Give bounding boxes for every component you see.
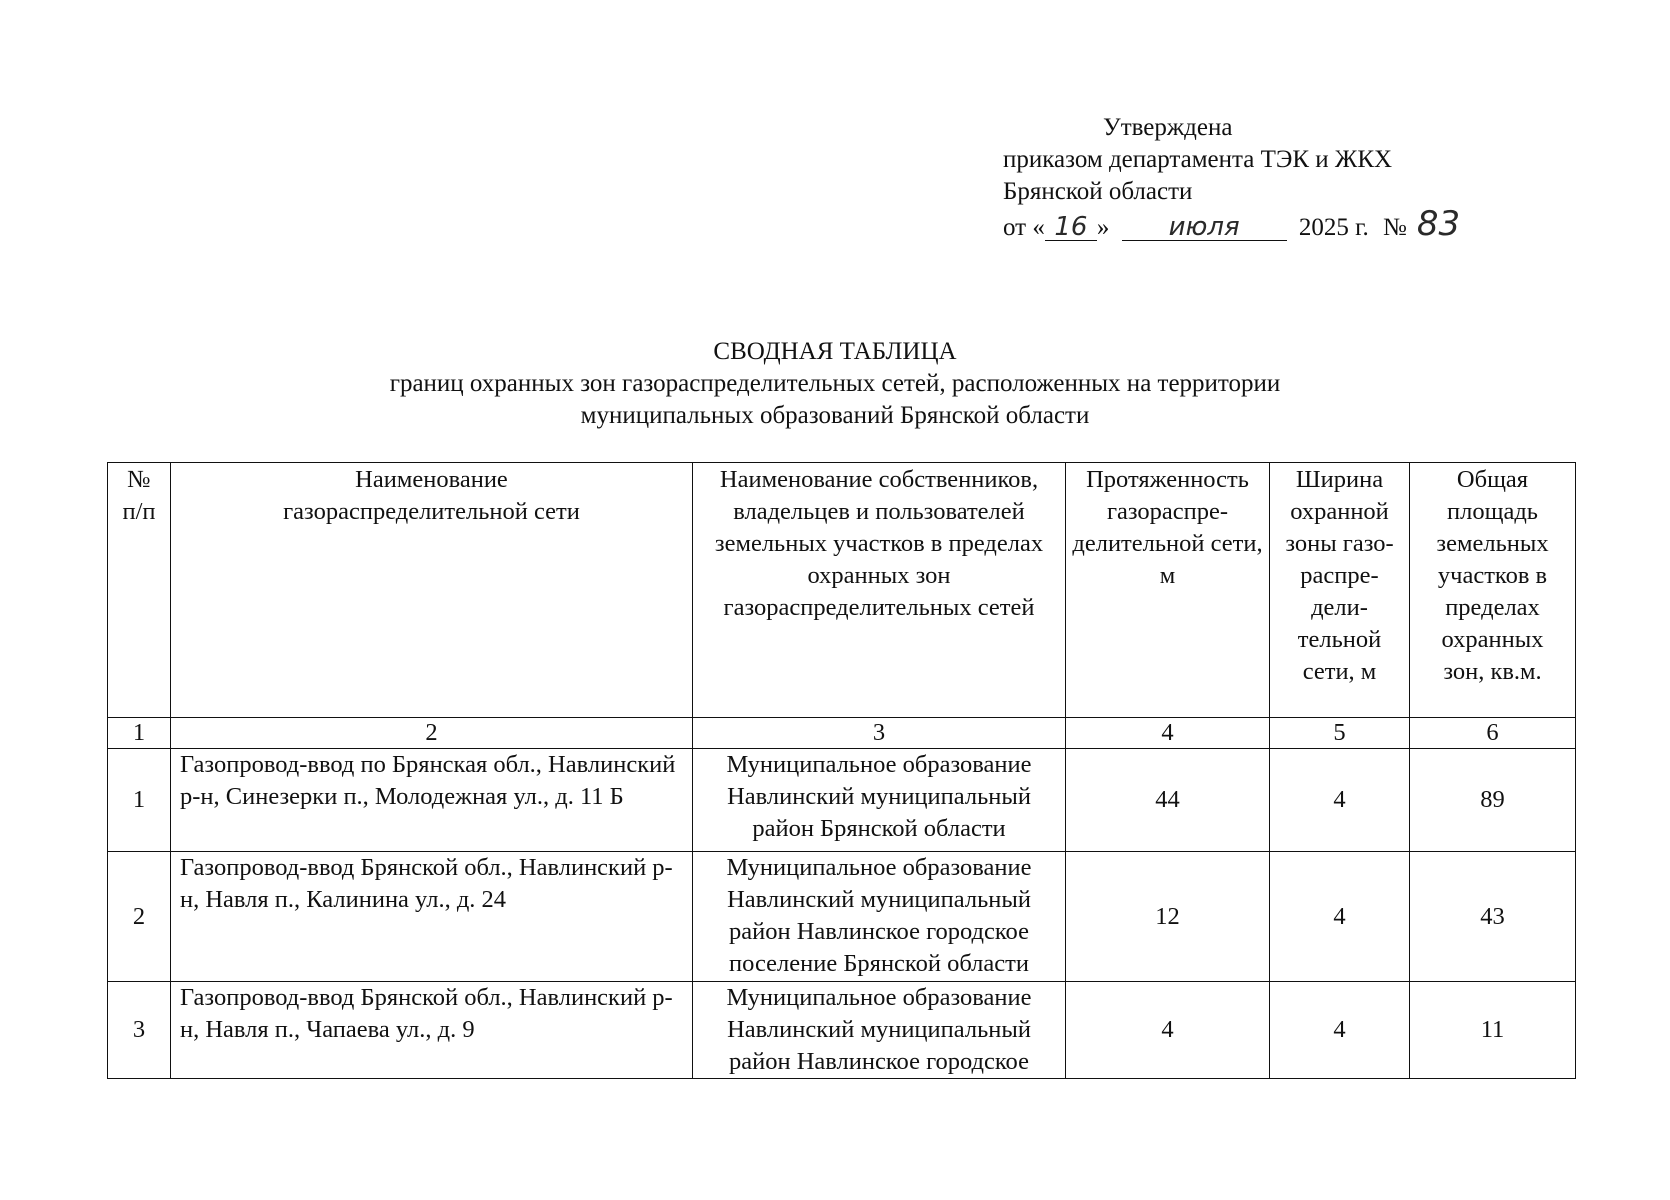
header-zone-width: Ширина охранной зоны газо-распре-дели-тельной сети, м [1270,463,1410,718]
zone-area: 43 [1410,852,1576,982]
column-number-row [108,718,1576,749]
title-main: СВОДНАЯ ТАБЛИЦА [713,338,957,365]
col-num-2: 2 [171,718,693,749]
title-sub1: границ охранных зон газораспределительных сетей, расположенных на территории [389,370,1281,397]
network-length: 12 [1066,852,1270,982]
owner-name: Муниципальное образование Навлинский муниципальный район Навлинское городское [693,982,1066,1079]
summary-table [107,462,1576,1079]
zone-area: 11 [1410,982,1576,1079]
network-length: 44 [1066,749,1270,852]
date-prefix: от « [1003,214,1045,241]
number-handwritten: 83 [1416,204,1461,244]
network-length: 4 [1066,982,1270,1079]
col-num-5: 5 [1270,718,1410,749]
header-owners: Наименование собственников, владельцев и пользователей земельных участков в пределах охранных зон газораспределительных сетей [693,463,1066,718]
row-number: 1 [108,749,171,852]
number-label: № [1383,214,1407,241]
row-number: 3 [108,982,171,1079]
month-handwritten: июля [1168,212,1240,242]
owner-name: Муниципальное образование Навлинский муниципальный район Брянской области [693,749,1066,852]
year: 2025 г. [1298,214,1369,241]
header-area: Общая площадь земельных участков в пределах охранных зон, кв.м. [1410,463,1576,718]
approval-title: Утверждена [1103,114,1233,141]
title-sub2: муниципальных образований Брянской области [580,402,1090,429]
zone-width: 4 [1270,982,1410,1079]
zone-area: 89 [1410,749,1576,852]
col-num-1: 1 [108,718,171,749]
approval-block [1003,112,1523,244]
day-blank [1045,212,1097,241]
header-network-name: Наименование газораспределительной сети [171,463,693,718]
col-num-3: 3 [693,718,1066,749]
network-name: Газопровод-ввод Брянской обл., Навлинский р-н, Навля п., Чапаева ул., д. 9 [171,982,693,1079]
month-blank [1122,212,1287,241]
date-mid: » [1096,214,1110,241]
table-row [108,852,1576,982]
approval-date-line [1003,204,1523,244]
day-handwritten: 16 [1054,212,1088,242]
table-row [108,982,1576,1079]
network-name: Газопровод-ввод по Брянская обл., Навлинский р-н, Синезерки п., Молодежная ул., д. 11 Б [171,749,693,852]
col-num-4: 4 [1066,718,1270,749]
header-length: Протяженность газораспре-делительной сети, м [1066,463,1270,718]
network-name: Газопровод-ввод Брянской обл., Навлинский р-н, Навля п., Калинина ул., д. 24 [171,852,693,982]
header-number: № п/п [108,463,171,718]
zone-width: 4 [1270,749,1410,852]
row-number: 2 [108,852,171,982]
table-header-row [108,463,1576,718]
owner-name: Муниципальное образование Навлинский муниципальный район Навлинское городское поселение Брянской области [693,852,1066,982]
zone-width: 4 [1270,852,1410,982]
approval-order-line: приказом департамента ТЭК и ЖКХ [1003,146,1393,173]
table-row [108,749,1576,852]
approval-region-line: Брянской области [1003,178,1193,205]
document-title [0,336,1670,432]
col-num-6: 6 [1410,718,1576,749]
